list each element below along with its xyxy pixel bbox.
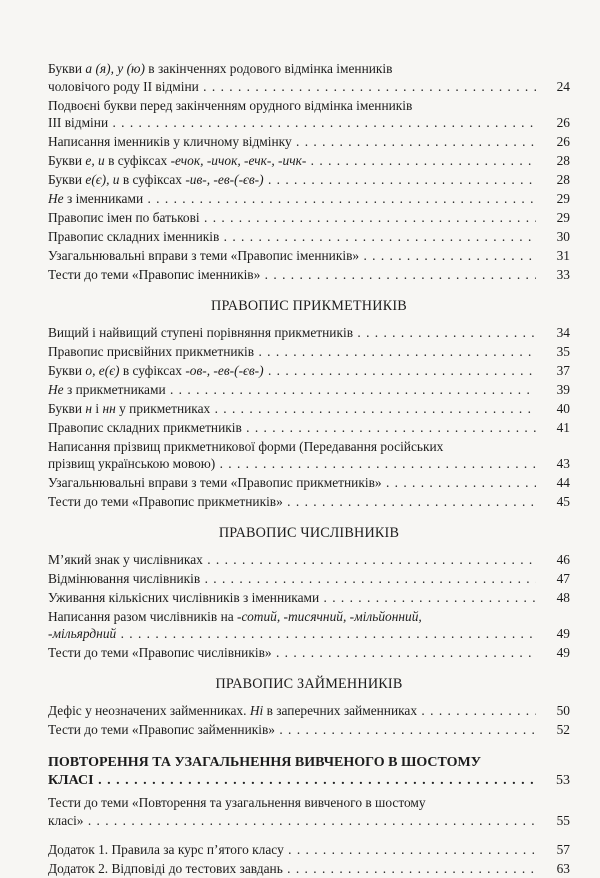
toc-entry-text: Дефіс у неозначених займенниках. Ні в заперечних займенниках . . . xyxy=(48,702,536,720)
toc-entry-text: Букви е(є), и в суфіксах -ив-, -ев-(-єв-) . . . xyxy=(48,171,536,189)
toc-entry-text: Тести до теми «Правопис займенників» . . . xyxy=(48,721,536,739)
toc-entry xyxy=(48,474,570,492)
toc-entry-text: Тести до теми «Правопис числівників» . . . xyxy=(48,644,536,662)
toc-entry-text: Узагальнювальні вправи з теми «Правопис іменників» . . . xyxy=(48,247,536,265)
toc-entry xyxy=(48,133,570,151)
table-of-contents xyxy=(48,60,570,878)
toc-page-number: 43 xyxy=(556,456,570,471)
toc-page-number: 53 xyxy=(556,772,570,788)
toc-entry xyxy=(48,702,570,720)
toc-entry xyxy=(48,190,570,208)
toc-page-number: 34 xyxy=(556,324,570,340)
toc-entry xyxy=(48,400,570,418)
toc-entry-text: Правопис імен по батькові . . . xyxy=(48,209,536,227)
toc-entry-line: Букви а (я), у (ю) в закінченнях родового відмінка іменників xyxy=(48,61,393,76)
toc-entry xyxy=(48,381,570,399)
toc-page-number: 41 xyxy=(556,419,570,435)
toc-entry xyxy=(48,362,570,380)
toc-entry xyxy=(48,60,570,95)
toc-entry xyxy=(48,493,570,511)
toc-page-number: 28 xyxy=(556,172,570,187)
toc-entry xyxy=(48,644,570,662)
toc-page-number: 49 xyxy=(556,626,570,641)
toc-page-number: 49 xyxy=(556,645,570,660)
section-heading: ПОВТОРЕННЯ ТА УЗАГАЛЬНЕННЯ ВИВЧЕНОГО В ШОСТОМУ xyxy=(48,755,482,770)
toc-entry-text: Узагальнювальні вправи з теми «Правопис прикметників» . . . xyxy=(48,474,536,492)
toc-entry-text: Правопис присвійних прикметників . . . xyxy=(48,343,536,361)
toc-entry xyxy=(48,419,570,437)
toc-entry-text: Правопис складних іменників . . . xyxy=(48,228,536,246)
toc-entry xyxy=(48,570,570,588)
toc-page-number: 47 xyxy=(556,570,570,586)
toc-entry xyxy=(48,841,570,859)
toc-entry-text: М’який знак у числівниках . . . xyxy=(48,551,536,569)
toc-entry xyxy=(48,209,570,227)
toc-page-number: 52 xyxy=(556,721,570,737)
toc-entry xyxy=(48,247,570,265)
toc-entry xyxy=(48,266,570,284)
toc-entry xyxy=(48,152,570,170)
toc-page-number: 29 xyxy=(556,191,570,206)
toc-page-number: 45 xyxy=(556,494,570,509)
toc-entry xyxy=(48,551,570,569)
toc-entry xyxy=(48,589,570,607)
toc-entry xyxy=(48,608,570,643)
toc-entry xyxy=(48,343,570,361)
toc-page-number: 30 xyxy=(556,229,570,244)
toc-page-number: 39 xyxy=(556,381,570,397)
toc-entry-text: Букви н і нн у прикметниках . . . xyxy=(48,400,536,418)
toc-entry-text: класі» . . . xyxy=(48,812,536,830)
toc-page-number: 29 xyxy=(556,210,570,225)
section-heading: КЛАСІ . . . xyxy=(48,772,536,790)
toc-entry-text: Відмінювання числівників . . . xyxy=(48,570,536,588)
toc-entry-text: Вищий і найвищий ступені порівняння прикметників . . . xyxy=(48,324,536,342)
toc-entry xyxy=(48,860,570,878)
toc-entry-text: -мільярдний . . . xyxy=(48,625,536,643)
toc-entry-text: чоловічого роду ІІ відміни . . . xyxy=(48,78,536,96)
toc-page-number: 46 xyxy=(556,551,570,567)
section-heading: ПРАВОПИС ПРИКМЕТНИКІВ xyxy=(211,297,407,314)
toc-page-number: 44 xyxy=(556,475,570,490)
toc-entry-text: прізвищ українською мовою) . . . xyxy=(48,455,536,473)
toc-entry-text: Написання іменників у кличному відмінку . . . xyxy=(48,133,536,151)
toc-page-number: 35 xyxy=(556,343,570,359)
toc-page-number: 24 xyxy=(556,78,570,94)
toc-entry-line: Подвоєні букви перед закінченням орудного відмінка іменників xyxy=(48,97,413,113)
toc-entry-text: Букви о, е(є) в суфіксах -ов-, -ев-(-єв-) . . . xyxy=(48,362,536,380)
toc-entry-text: Додаток 1. Правила за курс п’ятого класу . . . xyxy=(48,841,536,859)
toc-entry xyxy=(48,754,570,789)
toc-entry-text: Не з іменниками . . . xyxy=(48,190,536,208)
toc-entry-line: Тести до теми «Повторення та узагальнення вивченого в шостому xyxy=(48,795,426,810)
toc-page-number: 48 xyxy=(556,589,570,605)
toc-page-number: 33 xyxy=(556,267,570,282)
toc-entry xyxy=(48,171,570,189)
toc-page-number: 31 xyxy=(556,248,570,263)
toc-entry-text: Додаток 2. Відповіді до тестових завдань . . . xyxy=(48,860,536,878)
toc-page-number: 40 xyxy=(556,400,570,416)
toc-entry-text: Не з прикметниками . . . xyxy=(48,381,536,399)
toc-entry xyxy=(48,721,570,739)
toc-entry-text: Правопис складних прикметників . . . xyxy=(48,419,536,437)
toc-entry xyxy=(48,324,570,342)
toc-page-number: 26 xyxy=(556,134,570,149)
toc-entry xyxy=(48,228,570,246)
toc-entry-text: Уживання кількісних числівників з іменниками . . . xyxy=(48,589,536,607)
toc-page-number: 28 xyxy=(556,153,570,168)
toc-entry-text: ІІІ відміни . . . xyxy=(48,114,536,132)
toc-page-number: 57 xyxy=(556,842,570,857)
toc-page-number: 50 xyxy=(556,702,570,718)
section-heading: ПРАВОПИС ЧИСЛІВНИКІВ xyxy=(218,524,400,541)
toc-entry-text: Тести до теми «Правопис прикметників» . . . xyxy=(48,493,536,511)
toc-entry xyxy=(48,97,570,132)
toc-page-number: 63 xyxy=(556,861,570,876)
toc-entry-line: Написання разом числівників на -сотий, -тисячний, -мільйонний, xyxy=(48,608,422,624)
section-heading: ПРАВОПИС ЗАЙМЕННИКІВ xyxy=(215,675,403,692)
toc-page-number: 26 xyxy=(556,115,570,130)
toc-entry-text: Букви е, и в суфіксах -ечок, -ичок, -ечк-, -ичк- . . . xyxy=(48,152,536,170)
toc-entry xyxy=(48,438,570,473)
toc-entry-text: Тести до теми «Правопис іменників» . . . xyxy=(48,266,536,284)
toc-page-number: 37 xyxy=(556,362,570,378)
toc-entry-line: Написання прізвищ прикметникової форми (Передавання російських xyxy=(48,438,444,454)
toc-page-number: 55 xyxy=(556,812,570,828)
toc-entry xyxy=(48,794,570,829)
